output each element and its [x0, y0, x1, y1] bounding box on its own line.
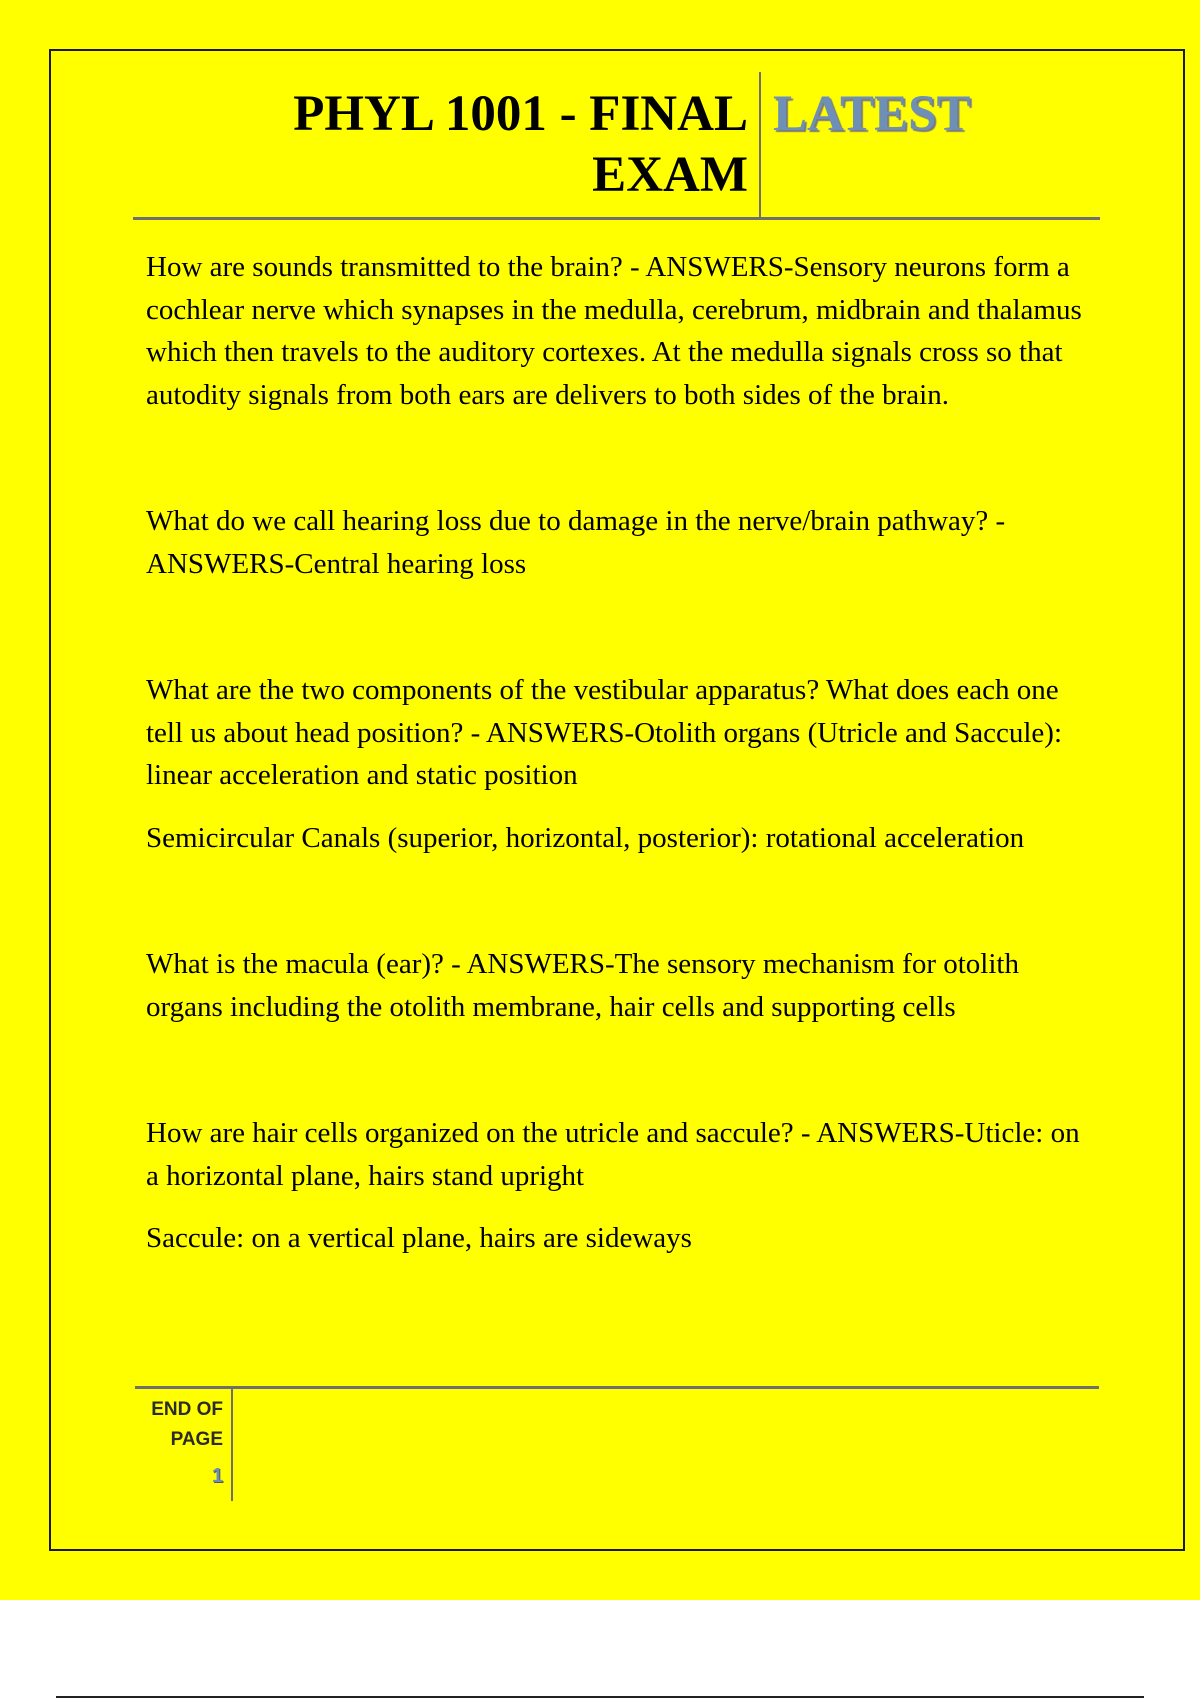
qa-entry-4: What is the macula (ear)? - ANSWERS-The sensory mechanism for otolith organs including the otolith membrane, hair cells and supporting cells [146, 948, 1019, 1023]
footer-divider [231, 1389, 233, 1501]
footer-label-line-1: END OF [151, 1399, 223, 1420]
page-title [133, 84, 748, 206]
header-divider [759, 72, 761, 218]
title-line-2: EXAM [592, 147, 748, 203]
qa-content [146, 246, 1096, 1260]
document-header [133, 72, 1100, 220]
title-line-1: PHYL 1001 - FINAL [293, 86, 748, 142]
qa-entry-3: What are the two components of the vestibular apparatus? What does each one tell us about head position? - ANSWERS-Otolith organs (Utricle and Saccule): linear acceleration and static position [146, 674, 1063, 791]
qa-entry-3-continued: Semicircular Canals (superior, horizontal, posterior): rotational acceleration [146, 821, 1025, 854]
page-footer [135, 1386, 1099, 1501]
qa-entry-2: What do we call hearing loss due to damage in the nerve/brain pathway? - ANSWERS-Central hearing loss [146, 505, 1006, 580]
footer-label-line-2: PAGE [170, 1429, 223, 1450]
latest-tag: LATEST [773, 86, 971, 142]
page-number: 1 [211, 1465, 223, 1487]
end-of-page-label [135, 1395, 223, 1455]
qa-entry-5-continued: Saccule: on a vertical plane, hairs are sideways [146, 1222, 692, 1254]
qa-entry-1: How are sounds transmitted to the brain? - ANSWERS-Sensory neurons form a cochlear nerve which synapses in the medulla, cerebrum, midbrain and thalamus which then travels to the auditory cortexes. At the medulla signals cross so that autodity signals from both ears are delivers to both sides of the brain. [146, 251, 1082, 411]
qa-entry-5: How are hair cells organized on the utricle and saccule? - ANSWERS-Uticle: on a horizontal plane, hairs stand upright [146, 1117, 1080, 1192]
bottom-rule [56, 1696, 1144, 1698]
